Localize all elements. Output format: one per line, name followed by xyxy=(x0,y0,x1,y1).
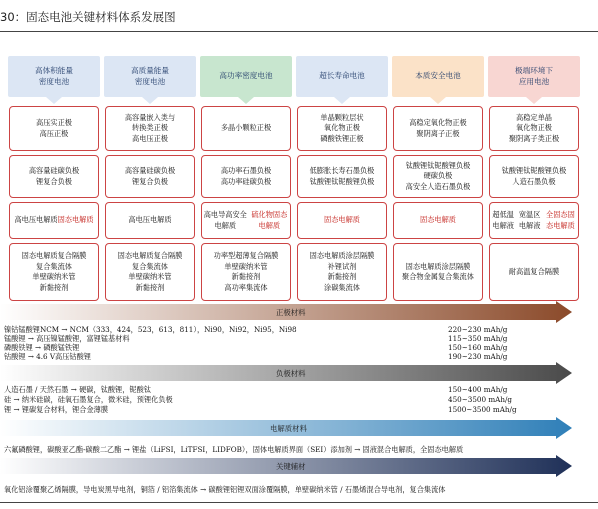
anode-capacity: 450~3500 mAh/g xyxy=(448,395,512,404)
material-line: 固态电解质 xyxy=(57,215,94,225)
auxiliary-box: 固态电解质涂层隔膜 聚合物金属复合集流体 xyxy=(393,243,483,301)
column-header: 高功率密度电池 xyxy=(200,56,292,97)
figure-caption: 30：固态电池关键材料体系发展图 xyxy=(0,10,176,24)
anode-box: 低膨胀长寿石墨负极 钛酸锂钛铌酸锂负极 xyxy=(297,155,387,198)
anode-box: 高容量硅碳负极 锂复合负极 xyxy=(105,155,195,198)
cathode-capacity: 115~350 mAh/g xyxy=(448,334,508,343)
material-line: 超低温电解液 xyxy=(492,210,514,230)
material-line: 宽温区电解液 xyxy=(518,210,541,230)
cathode-box: 高稳定单晶 氧化物正极 聚阴离子类正极 xyxy=(489,106,579,151)
cathode-row: 钴酸锂 → 4.6 V高压钴酸锂 xyxy=(4,352,91,361)
electrolyte-box: 固态电解质 xyxy=(393,202,483,239)
auxiliary-box: 耐高温复合隔膜 xyxy=(489,243,579,301)
material-line: 高电导高安全电解质 xyxy=(203,210,247,230)
electrolyte-box xyxy=(489,202,579,239)
anode-box: 钛酸锂钛铌酸锂负极 人造石墨负极 xyxy=(489,155,579,198)
cathode-box: 高压实正极 高压正极 xyxy=(9,106,99,151)
cathode-capacity: 190~230 mAh/g xyxy=(448,352,508,361)
cathode-row: 磷酸铁锂 → 磷酸锰铁锂 xyxy=(4,343,80,352)
auxiliary-row: 氧化铝涂覆聚乙烯隔膜，导电炭黑导电剂，铜箔 / 铝箔集流体 → 碳酸锂铝锂双面涂覆隔膜，单壁碳纳米管 / 石墨烯混合导电剂，复合集流体 xyxy=(4,485,446,494)
column-header: 极端环境下 应用电池 xyxy=(488,56,580,97)
cathode-box: 多晶小颗粒正极 xyxy=(201,106,291,151)
electrolyte-box: 高电压电解质 xyxy=(105,202,195,239)
cathode-row: 镍钴锰酸锂NCM → NCM（333，424，523，613，811），Ni90，Ni92，Ni95，Ni98 xyxy=(4,325,297,334)
electrolyte-box: 固态电解质 xyxy=(297,202,387,239)
anode-arrow-label: 负极材料 xyxy=(276,369,306,378)
anode-row: 锂 → 锂碳复合材料，锂合金薄膜 xyxy=(4,405,109,414)
header-pointer-icon xyxy=(238,97,254,104)
electrolyte-arrow-label: 电解质材料 xyxy=(270,424,307,433)
cathode-capacity: 150~160 mAh/g xyxy=(448,343,508,352)
column-header: 高质量能量 密度电池 xyxy=(104,56,196,97)
material-line: 硫化物固态电解质 xyxy=(251,210,288,230)
header-pointer-icon xyxy=(526,97,542,104)
top-rule xyxy=(0,31,598,32)
anode-box: 钛酸锂钛铌酸锂负极 硬碳负极 高安全人造石墨负极 xyxy=(393,155,483,198)
column-header: 高体积能量 密度电池 xyxy=(8,56,100,97)
electrolyte-box xyxy=(9,202,99,239)
anode-capacity: 1500~3500 mAh/g xyxy=(448,405,517,414)
column-header: 本质安全电池 xyxy=(392,56,484,97)
cathode-capacity: 220~230 mAh/g xyxy=(448,325,508,334)
electrolyte-row: 六氟磷酸锂，碳酸亚乙酯-碳酸二乙酯 → 锂盐（LiFSI，LiTFSI，LIDFOB），固体电解质界面（SEI）添加剂 → 固液混合电解质，全固态电解质 xyxy=(4,445,464,454)
auxiliary-box: 功率型超薄复合隔膜 单壁碳纳米管 新黏接剂 高功率集流体 xyxy=(201,243,291,301)
auxiliary-box: 固态电解质复合隔膜 复合集流体 单壁碳纳米管 新黏接剂 xyxy=(105,243,195,301)
cathode-box: 高稳定氧化物正极 聚阴离子正极 xyxy=(393,106,483,151)
header-pointer-icon xyxy=(142,97,158,104)
anode-row: 硅 → 纳米硅碳，硅氧石墨复合，微米硅，预锂化负极 xyxy=(4,395,173,404)
cathode-row: 锰酸锂 → 高压镍锰酸锂，富锂锰基材料 xyxy=(4,334,130,343)
anode-capacity: 150~400 mAh/g xyxy=(448,385,508,394)
auxiliary-box: 固态电解质涂层隔膜 补锂试剂 新黏接剂 涂碳集流体 xyxy=(297,243,387,301)
auxiliary-box: 固态电解质复合隔膜 复合集流体 单壁碳纳米管 新黏接剂 xyxy=(9,243,99,301)
auxiliary-arrow-label: 关键辅材 xyxy=(276,462,306,471)
cathode-box: 高容量嵌入类与 转换类正极 高电压正极 xyxy=(105,106,195,151)
header-pointer-icon xyxy=(430,97,446,104)
anode-box: 高容量硅碳负极 锂复合负极 xyxy=(9,155,99,198)
header-pointer-icon xyxy=(46,97,62,104)
material-line: 全固态固态电解质 xyxy=(546,210,575,230)
anode-row: 人造石墨 / 天然石墨 → 硬碳，钛酸锂，铌酸钛 xyxy=(4,385,151,394)
header-pointer-icon xyxy=(334,97,350,104)
anode-box: 高功率石墨负极 高功率硅碳负极 xyxy=(201,155,291,198)
cathode-box: 单晶颗粒层状 氧化物正极 磷酸铁锂正极 xyxy=(297,106,387,151)
cathode-arrow-label: 正极材料 xyxy=(276,308,306,317)
bottom-rule xyxy=(0,502,598,503)
electrolyte-box xyxy=(201,202,291,239)
material-line: 高电压电解质 xyxy=(14,215,58,225)
column-header: 超长寿命电池 xyxy=(296,56,388,97)
